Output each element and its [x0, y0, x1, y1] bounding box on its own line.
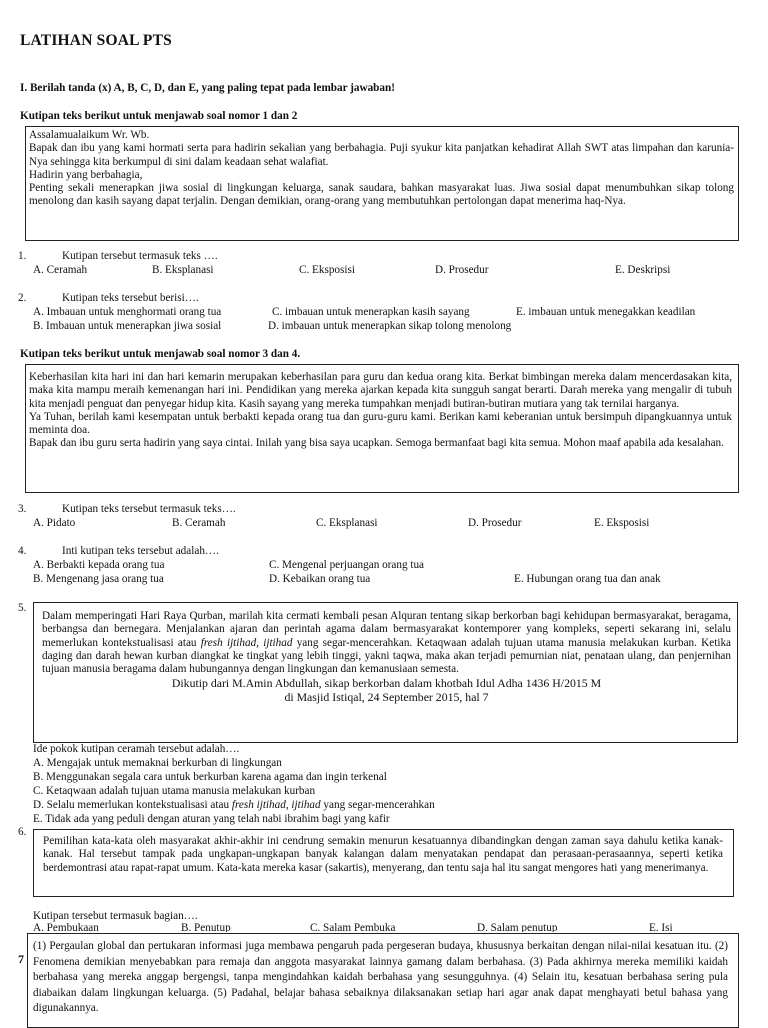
question-2-text: Kutipan teks tersebut berisi….	[62, 292, 199, 304]
excerpt-1-label: Kutipan teks berikut untuk menjawab soal nomor 1 dan 2	[20, 110, 298, 122]
q5-option-c[interactable]: C. Ketaqwaan adalah tujuan utama manusia melakukan kurban	[33, 785, 316, 797]
q1-option-e[interactable]: E. Deskripsi	[615, 264, 671, 276]
option-text: yang segar-mencerahkan	[323, 799, 435, 811]
q2-option-b[interactable]: B. Imbauan untuk menerapkan jiwa sosial	[33, 320, 222, 332]
passage-italic-text: fresh ijtihad, ijtihad	[200, 636, 293, 649]
q6-option-c[interactable]: C. Salam Pembuka	[310, 922, 396, 932]
question-1-text: Kutipan tersebut termasuk teks ….	[62, 250, 218, 262]
excerpt-7-passage: (1) Pergaulan global dan pertukaran informasi juga membawa pengaruh pada pergeseran budaya, khususnya berkaitan dengan nilai-nilai kesatuan itu. (2) Fenomena demikian menyebabkan para remaja dan anggota masyarakat lainnya gamang dalam berbahasa. (3) Pada akhirnya mereka memiliki kaidah berbahasa yang mereka anggap bergengsi, tanpa mengindahkan kaidah berbahasa yang sesungguhnya. (4) Selain itu, kesatuan berbahasa sering pula diabaikan dalam lingkungan keluarga. (5) Padahal, belajar bahasa sebaiknya dilaksanakan setiap hari agar anak dapat menghayati betul bahasa yang digunakannya.	[33, 940, 728, 1015]
excerpt-2-label: Kutipan teks berikut untuk menjawab soal nomor 3 dan 4.	[20, 348, 301, 360]
excerpt-5-box	[33, 602, 738, 743]
option-italic-text: fresh ijtihad, ijtihad	[231, 799, 321, 811]
q2-option-a[interactable]: A. Imbauan untuk menghormati orang tua	[33, 306, 222, 318]
q2-option-d[interactable]: D. imbauan untuk menerapkan sikap tolong menolong	[268, 320, 512, 332]
question-3-number: 3.	[18, 503, 27, 515]
q3-option-a[interactable]: A. Pidato	[33, 517, 76, 529]
question-4-text: Inti kutipan teks tersebut adalah….	[62, 545, 219, 557]
q4-option-d[interactable]: D. Kebaikan orang tua	[269, 573, 371, 585]
q5-option-e[interactable]: E. Tidak ada yang peduli dengan aturan yang telah nabi ibrahim bagi yang kafir	[33, 813, 390, 825]
q5-option-b[interactable]: B. Menggunakan segala cara untuk berkurban karena agama dan ingin terkenal	[33, 771, 387, 783]
q2-option-c[interactable]: C. imbauan untuk menerapkan kasih sayang	[272, 306, 470, 318]
q3-option-d[interactable]: D. Prosedur	[468, 517, 522, 529]
excerpt-1-paragraph: Bapak dan ibu yang kami hormati serta para hadirin sekalian yang berbahagia. Puji syukur kita panjatkan kehadirat Allah SWT atas limpahan dan karunia-Nya sehingga kita berkumpul di sini dalam keadaan sehat walafiat.	[29, 142, 734, 168]
excerpt-2-paragraph: Ya Tuhan, berilah kami kesempatan untuk berbakti kepada orang tua dan guru-guru kami. Berikan kami keberanian untuk bersimpuh dipangkuannya untuk meminta doa.	[29, 410, 732, 437]
instruction: I. Berilah tanda (x) A, B, C, D, dan E, yang paling tepat pada lembar jawaban!	[20, 82, 395, 94]
excerpt-2-paragraph: Bapak dan ibu guru serta hadirin yang saya cintai. Inilah yang bisa saya ucapkan. Semoga bermanfaat bagi kita semua. Mohon maaf apabila ada kesalahan.	[29, 437, 724, 450]
q4-option-c[interactable]: C. Mengenal perjuangan orang tua	[269, 559, 425, 571]
question-6-number: 6.	[18, 826, 27, 838]
excerpt-2-box	[25, 364, 739, 493]
question-5-text: Ide pokok kutipan ceramah tersebut adalah….	[33, 743, 240, 755]
q6-option-e[interactable]: E. Isi	[649, 922, 673, 932]
q6-option-d[interactable]: D. Salam penutup	[477, 922, 558, 932]
excerpt-5-passage	[42, 610, 731, 676]
excerpt-6-box	[33, 829, 734, 897]
question-2-number: 2.	[18, 292, 27, 304]
q4-option-e[interactable]: E. Hubungan orang tua dan anak	[514, 573, 661, 585]
page-title: LATIHAN SOAL PTS	[20, 32, 172, 49]
q2-option-e[interactable]: E. imbauan untuk menegakkan keadilan	[516, 306, 696, 318]
q6-option-b[interactable]: B. Penutup	[181, 922, 231, 932]
q3-option-b[interactable]: B. Ceramah	[172, 517, 226, 529]
excerpt-1-box	[25, 126, 739, 241]
excerpt-2-paragraph: Keberhasilan kita hari ini dan hari kemarin merupakan keberhasilan para guru dan kedua orang kita. Berkat bimbingan mereka dalam mencerdasakan kita, maka kita mampu meraih kemenangan hari ini. Pendidikan yang mereka ajarkan kepada kita sungguh sangat berarti. Darah mereka yang mengalir di tubuh kita menjadi penguat dan penyegar hidup kita. Kasih sayang yang mereka tumpahkan menjadi butiran-butiran mutiara yang tak ternilai harganya.	[29, 371, 732, 410]
q4-option-a[interactable]: A. Berbakti kepada orang tua	[33, 559, 165, 571]
q5-option-d[interactable]	[33, 799, 435, 812]
question-5-number: 5.	[18, 602, 27, 614]
excerpt-1-paragraph: Hadirin yang berbahagia,	[29, 168, 143, 181]
question-3-text: Kutipan teks tersebut termasuk teks….	[62, 503, 236, 515]
question-4-number: 4.	[18, 545, 27, 557]
question-6-text: Kutipan tersebut termasuk bagian….	[33, 910, 198, 922]
q1-option-c[interactable]: C. Eksposisi	[299, 264, 355, 276]
citation-line: Dikutip dari M.Amin Abdullah, sikap berkorban dalam khotbah Idul Adha 1436 H/2015 M	[171, 676, 602, 691]
q1-option-a[interactable]: A. Ceramah	[33, 264, 88, 276]
q4-option-b[interactable]: B. Mengenang jasa orang tua	[33, 573, 164, 585]
question-1-number: 1.	[18, 250, 27, 262]
q3-option-e[interactable]: E. Eksposisi	[594, 517, 650, 529]
q3-option-c[interactable]: C. Eksplanasi	[316, 517, 378, 529]
passage-text: yang segar-mencerahkan. Ketaqwaan adalah tujuan utama manusia melakukan kurban. Ketika daging dan darah hewan kurban diangkat ke tingkat yang lebih tinggi, yakni taqwa, maka akan terjadi pemurnian niat, penataan ulang, dan penjernihan tujuan manusia beragama dalam hubungannya dengan lingkungan dan kemanusiaan semesta.	[42, 636, 732, 676]
question-7-number: 7	[18, 952, 24, 966]
excerpt-7-box	[27, 933, 739, 1028]
option-text: D. Selalu memerlukan kontekstualisasi atau	[33, 799, 230, 811]
q1-option-b[interactable]: B. Eksplanasi	[152, 264, 214, 276]
q1-option-d[interactable]: D. Prosedur	[435, 264, 489, 276]
excerpt-1-greeting: Assalamualaikum Wr. Wb.	[29, 129, 150, 141]
q6-option-a[interactable]: A. Pembukaan	[33, 922, 99, 932]
excerpt-6-passage: Pemilihan kata-kata oleh masyarakat akhir-akhir ini cendrung semakin menurun kesatuannya dibandingkan dengan zaman saya dahulu ketika kanak-kanak. Hal tersebut tampak pada ungkapan-ungkapan banyak kalangan dalam menyatakan pendapat dan perasaan-perasaannya, seperti ketika berdemontrasi atau rapat-rapat umum. Kata-kata mereka kasar (sakartis), menyerang, dan tentu saja hal itu sangat mengores hati yang menerimanya.	[43, 835, 723, 874]
excerpt-1-paragraph: Penting sekali menerapkan jiwa sosial di lingkungan keluarga, sanak saudara, bahkan masyarakat luas. Jiwa sosial dapat menumbuhkan sikap tolong menolong dan kasih sayang dapat terjalin. Dengan demikian, orang-orang yang membutuhkan pertolongan dapat menerima haq-Nya.	[29, 182, 734, 208]
passage-text: Dalam memperingati Hari Raya Qurban, marilah kita cermati kembali pesan Alquran tentang sikap berkorban bagi kehidupan bermasyarakat, beragama, berbangsa dan bernegara. Menjalankan ajaran dan perintah agama dalam bermasyarakat kontemporer yang kompleks, seperti sekarang ini, selalu memerlukan kontekstualisasi atau	[42, 610, 731, 649]
q6-options-row	[0, 922, 768, 932]
q5-option-a[interactable]: A. Mengajak untuk memaknai berkurban di lingkungan	[33, 757, 282, 769]
citation-line: di Masjid Istiqal, 24 September 2015, hal 7	[284, 690, 489, 705]
